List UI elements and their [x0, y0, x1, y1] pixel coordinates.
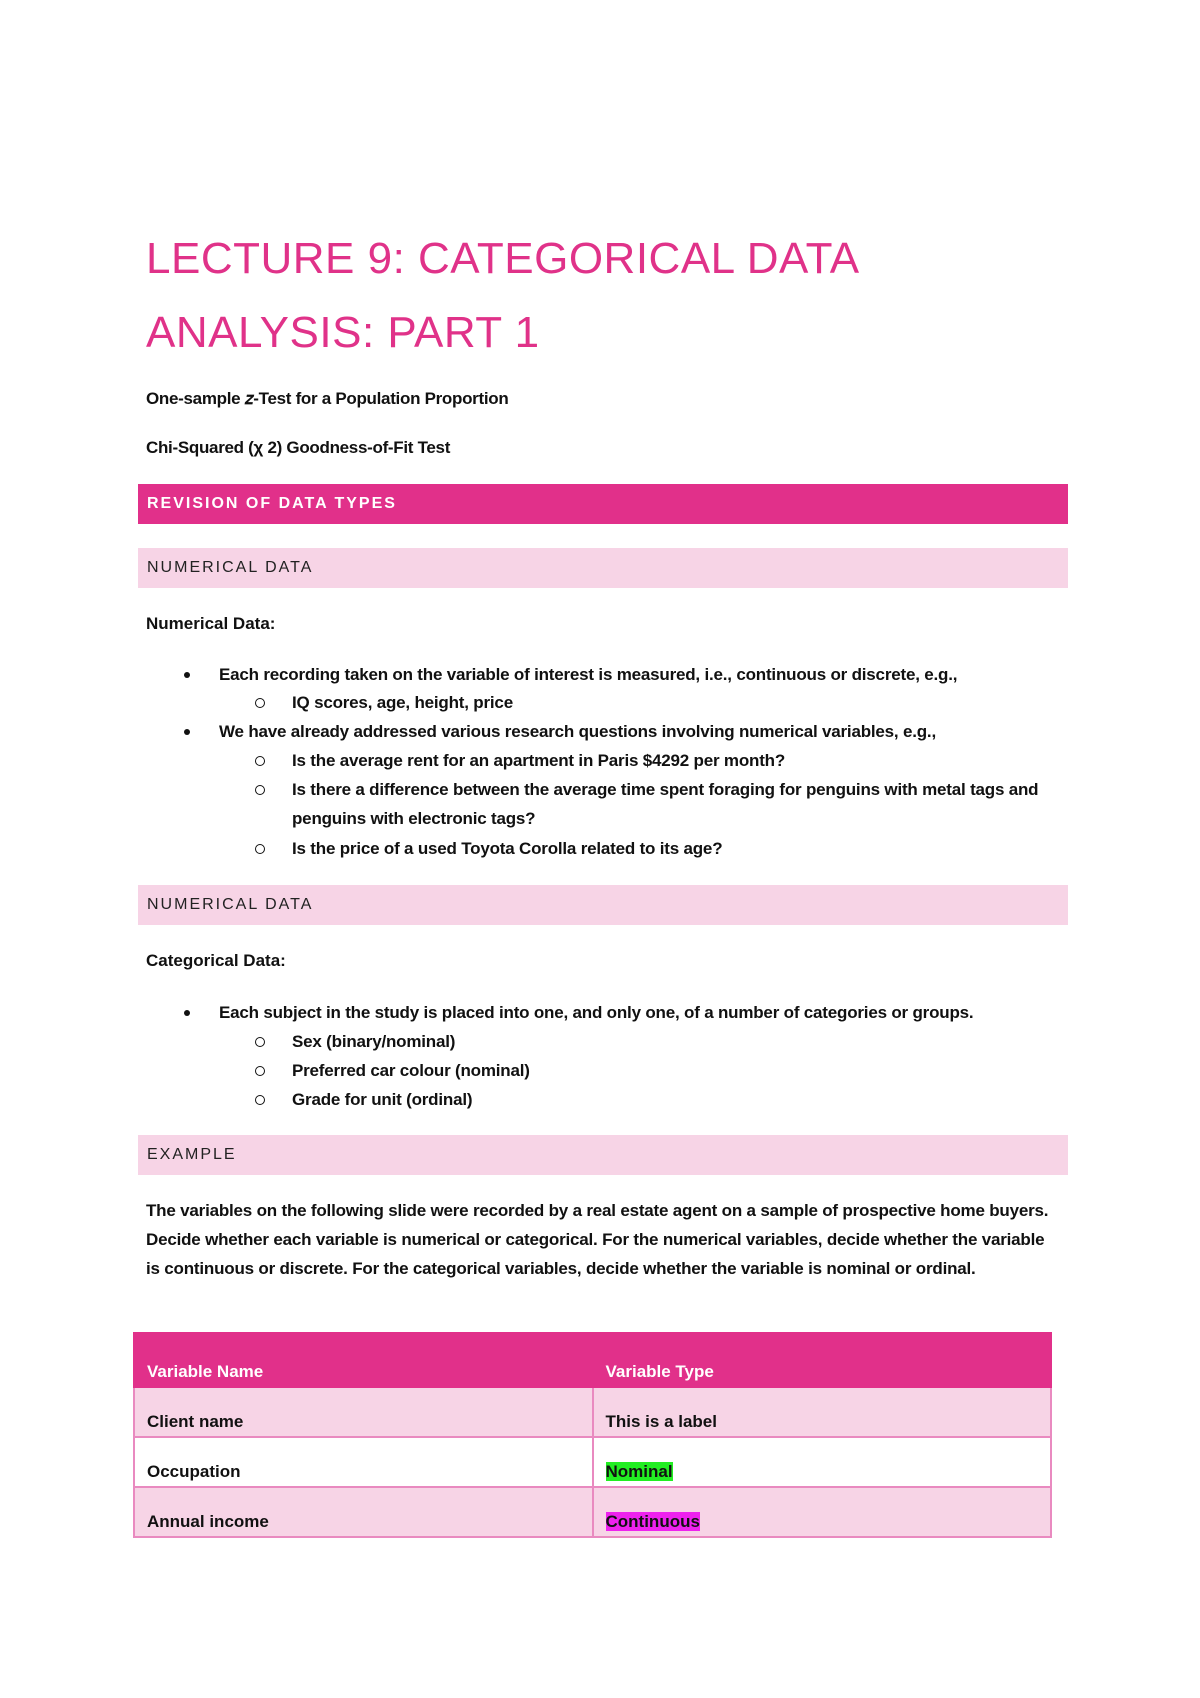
table-header-cell: Variable Type [593, 1333, 1052, 1387]
list-item: Each recording taken on the variable of interest is measured, i.e., continuous or discrete, e.g., [219, 665, 958, 684]
bullet-circle-icon [255, 844, 265, 854]
bullet-dot-icon [184, 1010, 190, 1016]
title-line-2: ANALYSIS: PART 1 [146, 308, 540, 357]
section-header-label: REVISION OF DATA TYPES [147, 495, 397, 512]
table-cell-variable-name: Annual income [134, 1487, 593, 1537]
table-cell-variable-name: Occupation [134, 1437, 593, 1487]
title-line-1: LECTURE 9: CATEGORICAL DATA [146, 234, 860, 283]
subsection-header-example [138, 1135, 1068, 1175]
bullet-circle-icon [255, 1037, 265, 1047]
table-header-cell: Variable Name [134, 1333, 593, 1387]
list-subitem: Grade for unit (ordinal) [292, 1090, 473, 1109]
list-subitem: Is there a difference between the average time spent foraging for penguins with metal tags and penguins with electronic tags? [292, 780, 1039, 828]
bullet-circle-icon [255, 785, 265, 795]
list-subitem: Is the price of a used Toyota Corolla related to its age? [292, 839, 723, 858]
list-item: Each subject in the study is placed into one, and only one, of a number of categories or groups. [219, 1003, 974, 1022]
highlighted-answer: Continuous [605, 1512, 700, 1531]
list-subitem: IQ scores, age, height, price [292, 693, 513, 712]
list-subitem: Is the average rent for an apartment in Paris $4292 per month? [292, 751, 786, 770]
table-cell-variable-type [593, 1437, 1052, 1487]
list-item: We have already addressed various research questions involving numerical variables, e.g., [219, 722, 936, 741]
subsection-header-label: NUMERICAL DATA [147, 559, 314, 576]
bullet-circle-icon [255, 1095, 265, 1105]
subsection-header-numerical [138, 548, 1068, 588]
table-cell-variable-type: This is a label [593, 1387, 1052, 1437]
list-subitem: Preferred car colour (nominal) [292, 1061, 530, 1080]
numerical-data-label: Numerical Data: [146, 614, 276, 633]
highlighted-answer: Nominal [605, 1462, 673, 1481]
bullet-circle-icon [255, 756, 265, 766]
subsection-header-numerical-2 [138, 885, 1068, 925]
lecture-title [146, 222, 1076, 370]
subsection-header-label: EXAMPLE [147, 1146, 237, 1163]
bullet-circle-icon [255, 1066, 265, 1076]
bullet-dot-icon [184, 729, 190, 735]
table-row [134, 1437, 1051, 1487]
example-paragraph: The variables on the following slide were recorded by a real estate agent on a sample of prospective home buyers. Decide whether each variable is numerical or categorical. For the numerical variables, decide whether the variable is continuous or discrete. For the categorical variables, decide whether the variable is nominal or ordinal. [146, 1201, 1049, 1278]
table-row [134, 1487, 1051, 1537]
subtitle-chi-squared: Chi-Squared (χ 2) Goodness-of-Fit Test [146, 438, 451, 457]
subsection-header-label: NUMERICAL DATA [147, 896, 314, 913]
table-cell-variable-name: Client name [134, 1387, 593, 1437]
variable-type-table [133, 1332, 1052, 1538]
list-subitem: Sex (binary/nominal) [292, 1032, 456, 1051]
section-header-revision [138, 484, 1068, 524]
categorical-data-label: Categorical Data: [146, 951, 286, 970]
table-row [134, 1387, 1051, 1437]
bullet-circle-icon [255, 698, 265, 708]
bullet-dot-icon [184, 672, 190, 678]
subtitle-z-test: One-sample 𝑧-Test for a Population Proportion [146, 389, 509, 408]
table-cell-variable-type [593, 1487, 1052, 1537]
table-header-row [134, 1333, 1051, 1387]
